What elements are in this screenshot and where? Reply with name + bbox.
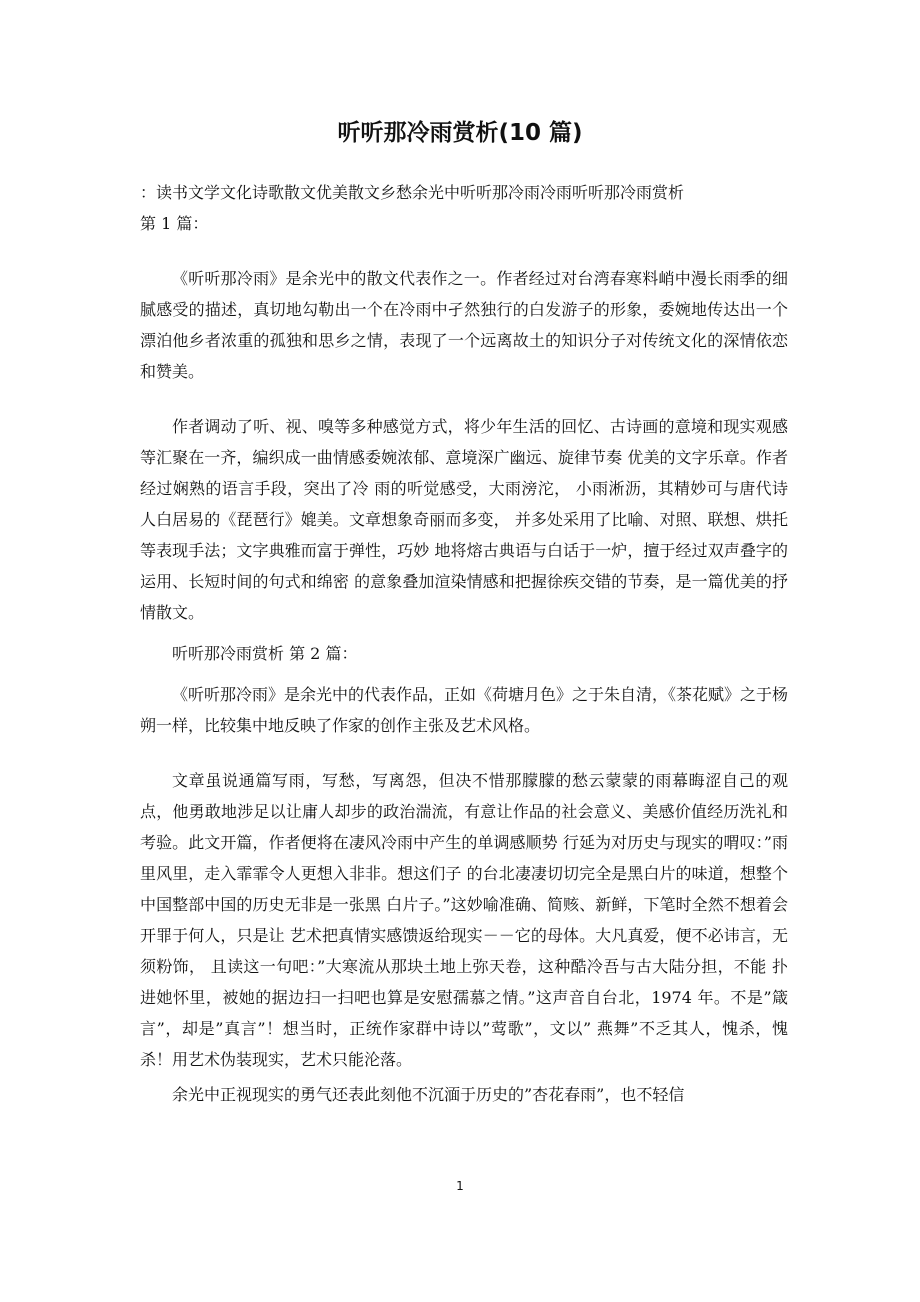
paragraph: 文章虽说通篇写雨，写愁，写离怨，但决不惜那朦朦的愁云蒙蒙的雨幕晦涩自己的观点，他勇敢地涉足以让庸人却步的政治湍流，有意让作品的社会意义、美感价值经历洗礼和考验。此文开篇，作者便将在凄风冷雨中产生的单调感顺势 行延为对历史与现实的喟叹：”雨里风里，走入霏霏令人更想入非非。想这们子 的台北凄凄切切完全是黑白片的味道，想整个中国整部中国的历史无非是一张黑 白片子。”这妙喻准确、简赅、新鲜，下笔时全然不想着会开罪于何人，只是让 艺术把真情实感馈返给现实－－它的母体。大凡真爱，便不必讳言，无须粉饰， 且读这一句吧：”大寒流从那块土地上弥天卷，这种酷冷吾与古大陆分担，不能 扑进她怀里，被她的据边扫一扫吧也算是安慰孺慕之情。”这声音自台北，1974 年。不是”箴言”，却是”真言”！想当时，正统作家群中诗以”莺歌”，文以” 燕舞”不乏其人，愧杀，愧杀！用艺术伪装现实，艺术只能沦落。 <box>140 771 788 1069</box>
paragraph: 作者调动了听、视、嗅等多种感觉方式，将少年生活的回忆、古诗画的意境和现实观感等汇聚在一齐，编织成一曲情感委婉浓郁、意境深广幽远、旋律节奏 优美的文字乐章。作者经过娴熟的语言手段，突出了冷 雨的听觉感受，大雨滂沱， 小雨淅沥，其精妙可与唐代诗人白居易的《琵琶行》媲美。文章想象奇丽而多变， 并多处采用了比喻、对照、联想、烘托等表现手法；文字典雅而富于弹性，巧妙 地将熔古典语与白话于一炉，擅于经过双声叠字的运用、长短时间的句式和绵密 的意象叠加渲染情感和把握徐疾交错的节奏，是一篇优美的抒情散文。 <box>140 417 788 622</box>
document-title: 听听那冷雨赏析(10 篇) <box>337 120 583 146</box>
section-2-heading: 听听那冷雨赏析 第 2 篇： <box>172 644 358 663</box>
keywords-line: ：读书文学文化诗歌散文优美散文乡愁余光中听听那冷雨冷雨听听那冷雨赏析 <box>140 183 685 202</box>
page-number: 1 <box>456 1179 464 1193</box>
paragraph: 余光中正视现实的勇气还表此刻他不沉湎于历史的”杏花春雨”，也不轻信 <box>172 1085 685 1104</box>
paragraph: 《听听那冷雨》是余光中的代表作品，正如《荷塘月色》之于朱自清，《茶花赋》之于杨朔一样，比较集中地反映了作家的创作主张及艺术风格。 <box>140 685 789 735</box>
document-body <box>140 177 788 1110</box>
paragraph: 《听听那冷雨》是余光中的散文代表作之一。作者经过对台湾春寒料峭中漫长雨季的细腻感受的描述，真切地勾勒出一个在冷雨中孑然独行的白发游子的形象，委婉地传达出一个漂泊他乡者浓重的孤独和思乡之情，表现了一个远离故土的知识分子对传统文化的深情依恋和赞美。 <box>140 269 788 381</box>
section-1-heading: 第 1 篇： <box>140 214 209 233</box>
